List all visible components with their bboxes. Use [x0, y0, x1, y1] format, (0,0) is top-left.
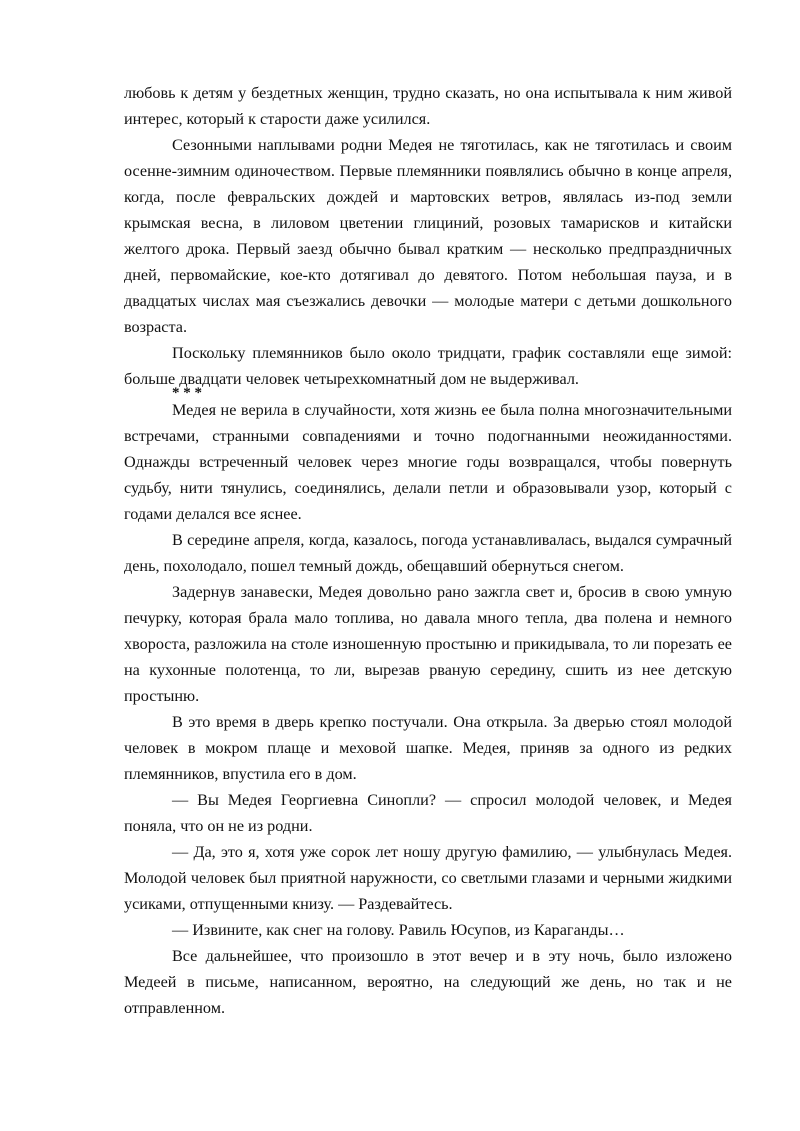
- text-line: когда, после февральских дождей и мартовских ветров, являлась из-под земли: [124, 188, 732, 206]
- text-line: Медеей в письме, написанном, вероятно, на следующий же день, но так и не: [124, 973, 732, 991]
- text-line: человек в мокром плаще и меховой шапке. Медея, приняв за одного из редких: [124, 739, 732, 757]
- text-line: больше двадцати человек четырехкомнатный дом не выдерживал.: [124, 370, 579, 388]
- text-line: двадцатых числах мая съезжались девочки — молодые матери с детьми дошкольного: [124, 292, 732, 310]
- paragraph-first-line: В середине апреля, когда, казалось, погода устанавливалась, выдался сумрачный: [172, 531, 732, 549]
- text-line: Молодой человек был приятной наружности, со светлыми глазами и черными жидкими: [124, 869, 732, 887]
- paragraph-first-line: Задернув занавески, Медея довольно рано зажгла свет и, бросив в свою умную: [172, 583, 732, 601]
- paragraph-first-line: — Извините, как снег на голову. Равиль Юсупов, из Караганды…: [172, 921, 625, 939]
- text-line: годами делался все яснее.: [124, 505, 302, 523]
- text-line: на кухонные полотенца, то ли, вырезав рваную середину, сшить из нее детскую: [124, 661, 732, 679]
- text-line: интерес, который к старости даже усилился.: [124, 110, 431, 128]
- text-line: желтого дрока. Первый заезд обычно бывал кратким — несколько предпраздничных: [124, 240, 732, 258]
- text-line: хвороста, разложила на столе изношенную простыню и прикидывала, то ли порезать ее: [124, 635, 732, 653]
- text-line: осенне-зимним одиночеством. Первые племянники появлялись обычно в конце апреля,: [124, 162, 732, 180]
- text-line: поняла, что он не из родни.: [124, 817, 313, 835]
- text-line: усиками, отпущенными книзу. — Раздевайтесь.: [124, 895, 453, 913]
- paragraph-first-line: Сезонными наплывами родни Медея не тяготилась, как не тяготилась и своим: [172, 136, 732, 154]
- paragraph-first-line: Поскольку племянников было около тридцати, график составляли еще зимой:: [172, 344, 732, 362]
- paragraph-first-line: — Вы Медея Георгиевна Синопли? — спросил молодой человек, и Медея: [172, 791, 732, 809]
- text-line: возраста.: [124, 318, 187, 336]
- section-separator: * * *: [172, 385, 202, 401]
- text-line: встречами, странными совпадениями и точно подогнанными неожиданностями.: [124, 427, 732, 445]
- text-line: Однажды встреченный человек через многие годы возвращался, чтобы повернуть: [124, 453, 732, 471]
- text-line: отправленном.: [124, 999, 225, 1017]
- text-line: крымская весна, в лиловом цветении глициний, розовых тамарисков и китайски: [124, 214, 732, 232]
- text-line: любовь к детям у бездетных женщин, трудно сказать, но она испытывала к ним живой: [124, 84, 732, 102]
- paragraph-first-line: — Да, это я, хотя уже сорок лет ношу другую фамилию, — улыбнулась Медея.: [172, 843, 732, 861]
- text-line: племянников, впустила его в дом.: [124, 765, 357, 783]
- document-page: [124, 80, 732, 1021]
- text-line: печурку, которая брала мало топлива, но давала много тепла, два полена и немного: [124, 609, 732, 627]
- paragraph-first-line: Медея не верила в случайности, хотя жизнь ее была полна многозначительными: [172, 401, 732, 419]
- text-line: судьбу, нити тянулись, соединялись, делали петли и образовывали узор, который с: [124, 479, 732, 497]
- paragraph-first-line: Все дальнейшее, что произошло в этот вечер и в эту ночь, было изложено: [172, 947, 732, 965]
- paragraph-first-line: В это время в дверь крепко постучали. Она открыла. За дверью стоял молодой: [172, 713, 732, 731]
- text-line: дней, первомайские, кое-кто дотягивал до девятого. Потом небольшая пауза, и в: [124, 266, 732, 284]
- text-line: простыню.: [124, 687, 200, 705]
- text-line: день, похолодало, пошел темный дождь, обещавший обернуться снегом.: [124, 557, 624, 575]
